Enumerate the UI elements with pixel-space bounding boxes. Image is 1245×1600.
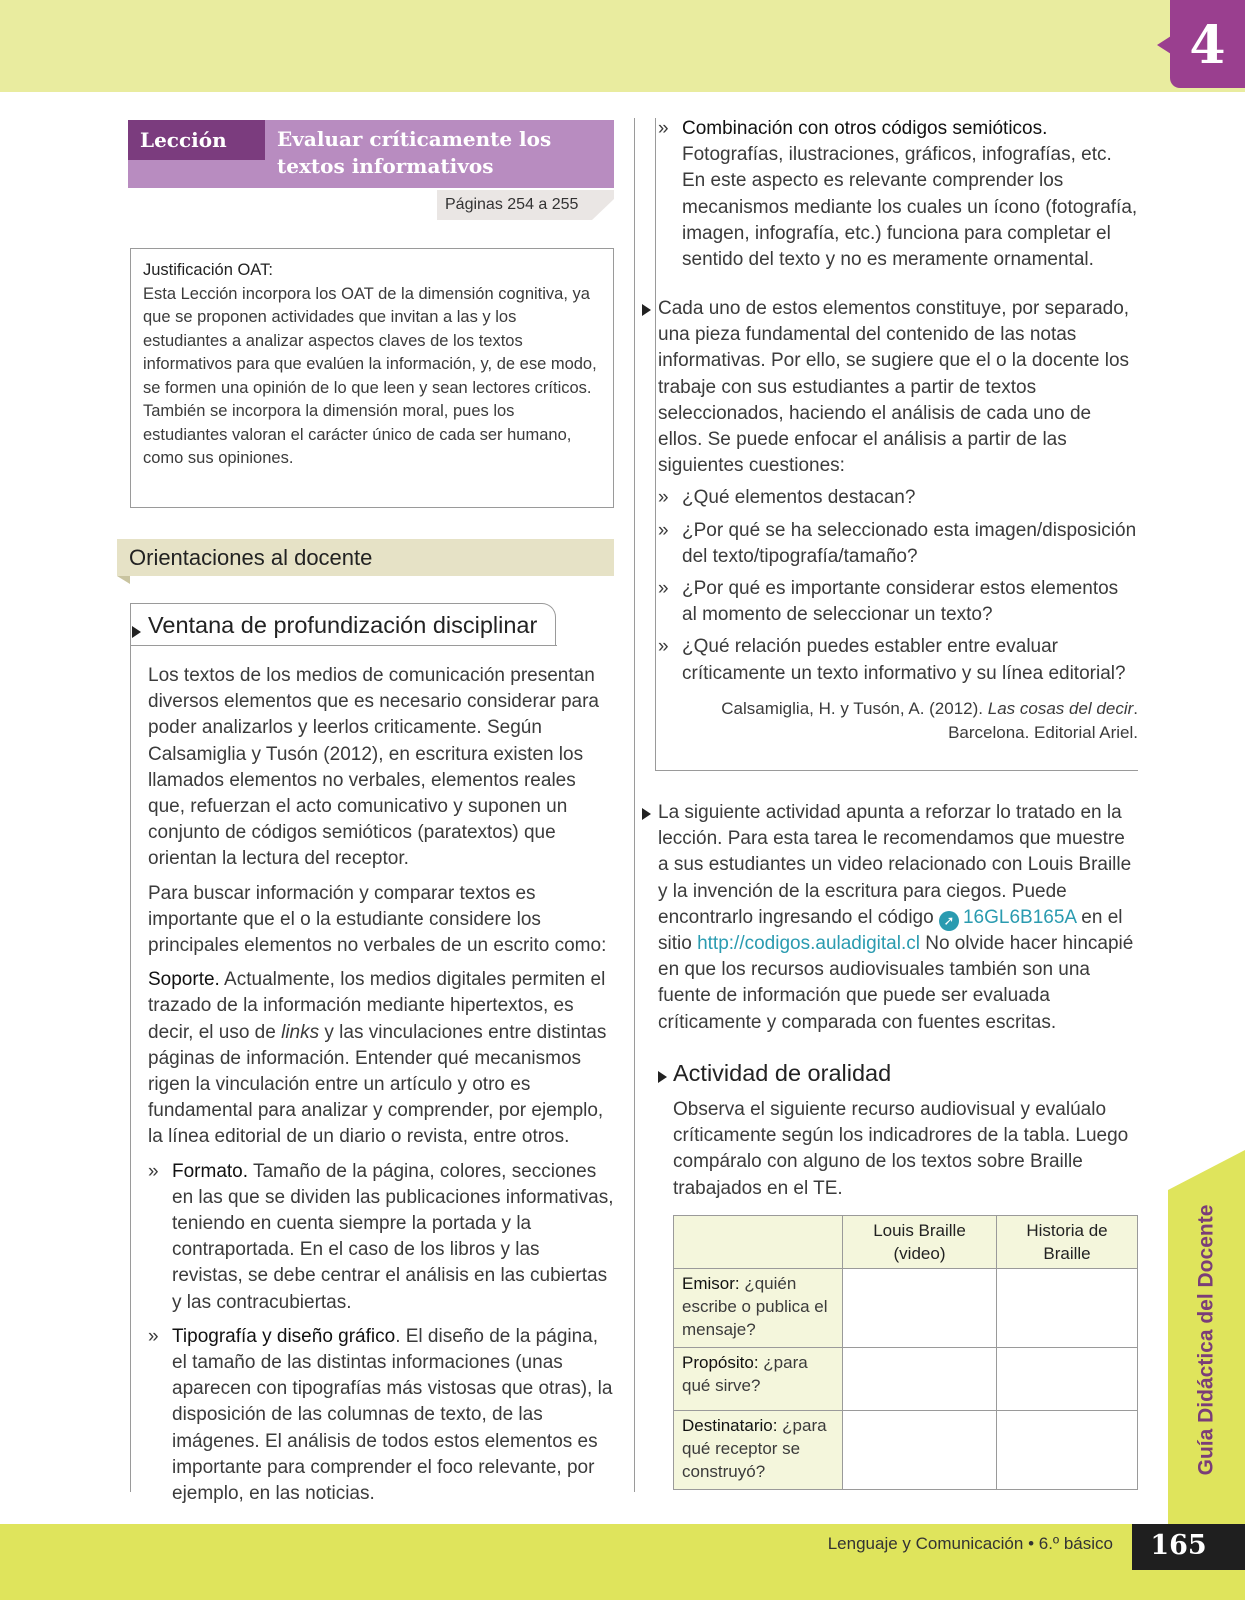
middle-column-rule xyxy=(634,118,635,1492)
lesson-pages: Páginas 254 a 255 xyxy=(437,190,614,220)
evaluation-table xyxy=(673,1215,1138,1490)
bullet-marker: » xyxy=(658,118,669,139)
tipografia-label: Tipografía y diseño gráfico xyxy=(172,1325,396,1347)
lesson-label-strip xyxy=(128,160,265,188)
oat-title: Justificación OAT: xyxy=(143,261,273,279)
orientaciones-fold xyxy=(117,576,130,584)
tipografia-text: . El diseño de la página, el tamaño de las distintas informaciones (unas aparecen con tipografías más vistosas que otras), la disposición de las columnas de texto, de las imágenes. El análisis de todos estos elementos es importante para comprender el foco relevante, por ejemplo, en las noticias. xyxy=(172,1325,613,1505)
question-item xyxy=(658,485,1138,511)
table-row xyxy=(674,1269,1138,1348)
question-text: ¿Por qué es importante considerar estos elementos al momento de seleccionar un texto? xyxy=(682,578,1119,626)
bullet-marker: » xyxy=(658,519,669,541)
formato-label: Formato. xyxy=(172,1160,249,1182)
table-cell[interactable] xyxy=(843,1269,997,1348)
question-item xyxy=(658,576,1138,628)
pages-tag-corner xyxy=(592,199,614,220)
tipografia-item xyxy=(148,1324,615,1507)
soporte-label: Soporte. xyxy=(148,969,220,991)
bullet-marker: » xyxy=(658,487,669,509)
row-label: Destinatario: xyxy=(682,1416,778,1435)
reference xyxy=(658,697,1138,745)
codigos-site-link[interactable]: http://codigos.auladigital.cl xyxy=(697,933,920,955)
right-box-left-rule xyxy=(655,118,656,770)
table-header-cell: Louis Braille (video) xyxy=(843,1216,997,1269)
chapter-number: 4 xyxy=(1189,15,1226,76)
row-question: ¿quién escribe o publica el mensaje? xyxy=(682,1274,828,1339)
reference-title: Las cosas del decir xyxy=(987,698,1134,718)
page-number: 165 xyxy=(1150,1530,1207,1561)
table-cell[interactable] xyxy=(997,1411,1138,1490)
cada-uno-block xyxy=(658,296,1138,745)
table-cell[interactable] xyxy=(843,1348,997,1411)
reference-authors: Calsamiglia, H. y Tusón, A. (2012). xyxy=(721,698,988,718)
ventana-paragraph-1: Los textos de los medios de comunicación presentan diversos elementos que es necesario considerar para poder analizarlos y leerlos criticamente. Según Calsamiglia y Tusón (2012), en escritura existen los llamados elementos no verbales, elementos reales que, refuerzan el acto comunicativo y suponen un conjunto de códigos semióticos (paratextos) que orientan la lectura del receptor. xyxy=(148,665,599,870)
bullet-marker: » xyxy=(148,1160,159,1182)
formato-text: Tamaño de la página, colores, secciones en las que se dividen las publicaciones informativas, teniendo en cuenta siempre la portada y la contraportada. En el caso de los libros y las revistas, se debe centrar el análisis en las cubiertas y las contracubiertas. xyxy=(172,1160,614,1313)
left-column-rule xyxy=(130,640,131,1492)
video-activity-text-c: No olvide hacer hincapié en que los recursos audiovisuales también son una fuente de información que puede ser evaluada críticamente y comparada con fuentes escritas. xyxy=(658,933,1134,1033)
bullet-marker: » xyxy=(658,636,669,658)
table-row-label xyxy=(674,1269,843,1348)
table-header-cell: Historia de Braille xyxy=(997,1216,1138,1269)
table-row-label xyxy=(674,1411,843,1490)
table-cell[interactable] xyxy=(997,1348,1138,1411)
oralidad-body xyxy=(673,1097,1138,1202)
question-text: ¿Por qué se ha seleccionado esta imagen/disposición del texto/tipografía/tamaño? xyxy=(682,519,1137,567)
table-header-row xyxy=(674,1216,1138,1269)
question-text: ¿Qué elementos destacan? xyxy=(682,487,916,509)
lesson-label: Lección xyxy=(128,120,265,160)
table-cell[interactable] xyxy=(997,1269,1138,1348)
bullet-marker: » xyxy=(658,578,669,600)
rocket-icon: ➚ xyxy=(939,911,959,931)
row-label: Propósito: xyxy=(682,1353,759,1372)
video-activity-text-b: en el sitio xyxy=(658,906,1123,955)
cada-uno-paragraph: Cada uno de estos elementos constituye, por separado, una pieza fundamental del contenido de las notas informativas. Por ello, se sugiere que el o la docente los trabaje con sus estudiantes a partir de textos seleccionados, haciendo el análisis de cada uno de ellos. Se puede enfocar el análisis a partir de las siguientes cuestiones: xyxy=(658,298,1130,477)
oat-paragraph-2: También se incorpora la dimensión moral, pues los estudiantes valoran el carácter único de cada ser humano, como sus opiniones. xyxy=(143,402,572,467)
table-header-cell xyxy=(674,1216,843,1269)
soporte-links-word: links xyxy=(281,1021,320,1043)
oralidad-title: Actividad de oralidad xyxy=(673,1060,892,1086)
soporte-text-a: Actualmente, los medios digitales permiten el trazado de la información mediante hipertextos, es decir, el uso de xyxy=(148,969,606,1043)
row-question: ¿para qué sirve? xyxy=(682,1353,808,1395)
bullet-marker: » xyxy=(148,1325,159,1347)
triangle-right-icon xyxy=(642,304,651,316)
left-column-body xyxy=(148,663,615,1515)
questions-list xyxy=(658,485,1138,686)
row-question: ¿para qué receptor se construyó? xyxy=(682,1416,827,1481)
triangle-right-icon xyxy=(132,626,141,638)
triangle-right-icon xyxy=(642,808,651,820)
table-row xyxy=(674,1348,1138,1411)
question-text: ¿Qué relación puedes establer entre evaluar críticamente un texto informativo y su línea editorial? xyxy=(682,636,1126,684)
combinacion-text: Fotografías, ilustraciones, gráficos, infografías, etc. En este aspecto es relevante comprender los mecanismos mediante los cuales un ícono (fotografía, imagen, infografía, etc.) funciona para completar el sentido del texto y no es meramente ornamental. xyxy=(682,144,1138,271)
table-row-label xyxy=(674,1348,843,1411)
chapter-tab-notch xyxy=(1157,36,1171,54)
triangle-right-icon xyxy=(658,1071,667,1083)
oat-justification-box xyxy=(130,248,614,508)
right-column-continuation xyxy=(658,116,1138,281)
table-cell[interactable] xyxy=(843,1411,997,1490)
oralidad-text: Observa el siguiente recurso audiovisual y evalúalo críticamente según los indicadrores de la tabla. Luego compáralo con alguno de los textos sobre Braille trabajados en el TE. xyxy=(673,1099,1129,1199)
resource-code-link[interactable]: 16GL6B165A xyxy=(962,906,1077,928)
reference-publisher: Barcelona. Editorial Ariel. xyxy=(948,722,1138,742)
combinacion-label: Combinación con otros códigos semióticos. xyxy=(682,118,1048,139)
side-tab xyxy=(1168,1180,1245,1500)
oat-paragraph-1: Esta Lección incorpora los OAT de la dimensión cognitiva, ya que se proponen actividades que invitan a las y los estudiantes a analizar aspectos claves de los textos informativos para que evalúen la información, y, de ese modo, se formen una opinión de lo que leen y sean lectores críticos. xyxy=(143,284,597,397)
table-row xyxy=(674,1411,1138,1490)
video-activity-paragraph xyxy=(658,800,1138,1036)
soporte-paragraph xyxy=(148,967,615,1150)
video-activity-text-a: La siguiente actividad apunta a reforzar lo tratado en la lección. Para esta tarea le recomendamos que muestre a sus estudiantes un video relacionado con Louis Braille y la invención de la escritura para ciegos. Puede encontrarlo ingresando el código xyxy=(658,802,1132,928)
ventana-paragraph-2: Para buscar información y comparar textos es importante que el o la estudiante considere los principales elementos no verbales de un escrito como: xyxy=(148,882,607,957)
soporte-text-b: y las vinculaciones entre distintas páginas de información. Entender qué mecanismos rigen la vinculación entre un artículo y otro es fundamental para analizar y comprender, por ejemplo, la línea editorial de un diario o revista, entre otros. xyxy=(148,1021,607,1148)
ventana-title: Ventana de profundización disciplinar xyxy=(148,612,538,638)
top-band xyxy=(0,0,1245,92)
question-item xyxy=(658,634,1138,686)
row-label: Emisor: xyxy=(682,1274,740,1293)
video-activity-block xyxy=(658,800,1138,1036)
orientaciones-heading: Orientaciones al docente xyxy=(117,539,614,576)
footer-subject: Lenguaje y Comunicación • 6.º básico xyxy=(827,1534,1113,1553)
lesson-title: Evaluar críticamente los textos informativos xyxy=(265,120,614,188)
right-box-bottom-rule xyxy=(655,770,1138,771)
formato-item xyxy=(148,1159,615,1316)
reference-period: . xyxy=(1133,698,1138,718)
combinacion-item xyxy=(658,116,1138,273)
question-item xyxy=(658,518,1138,570)
side-tab-label: Guía Didáctica del Docente xyxy=(1194,1204,1218,1476)
